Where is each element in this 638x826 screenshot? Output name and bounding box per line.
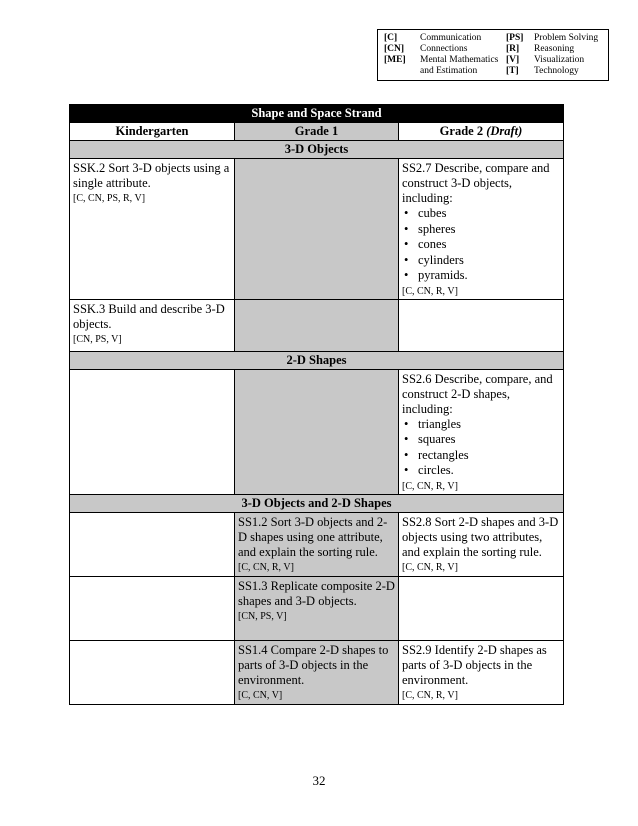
page-number: 32 [312, 773, 326, 788]
empty-cell [399, 299, 564, 351]
outcome-text: SS2.8 Sort 2-D shapes and 3-D objects using two attributes, and explain the sorting rule. [402, 514, 559, 559]
header-kindergarten: Kindergarten [70, 123, 235, 141]
outcome-text: SS2.9 Identify 2-D shapes as parts of 3-D objects in the environment. [402, 642, 547, 687]
legend-code: [V] [506, 55, 520, 65]
legend-row [384, 55, 598, 66]
header-grade-1: Grade 1 [235, 123, 399, 141]
outcome-row [70, 369, 564, 494]
section-3d-and-2d: 3-D Objects and 2-D Shapes [70, 494, 564, 512]
header-grade-2-note: (Draft) [486, 124, 523, 138]
outcome-cell [399, 640, 564, 704]
legend-desc: Reasoning [534, 44, 575, 54]
list-item: • spheres [402, 222, 560, 238]
section-3d-objects: 3-D Objects [70, 141, 564, 159]
legend-code: [ME] [384, 55, 406, 65]
empty-cell [235, 299, 399, 351]
outcome-cell [70, 159, 235, 300]
outcome-row [70, 640, 564, 704]
legend-desc: Mental Mathematics [420, 55, 499, 65]
outcome-indicators: [C, CN, R, V] [238, 561, 294, 573]
section-row [70, 351, 564, 369]
outcome-row [70, 576, 564, 640]
empty-cell [70, 640, 235, 704]
list-item: • squares [402, 432, 560, 448]
legend-row [384, 66, 598, 77]
outcome-row [70, 512, 564, 576]
outcome-cell [235, 640, 399, 704]
header-grade-2 [399, 123, 564, 141]
processes-legend [377, 29, 609, 81]
legend-code: [CN] [384, 44, 405, 54]
outcome-indicators: [C, CN, PS, R, V] [73, 193, 146, 204]
strand-title-row [70, 105, 564, 123]
legend-table [384, 33, 598, 77]
outcome-cell [399, 369, 564, 494]
outcome-list [402, 417, 560, 479]
outcome-indicators: [CN, PS, V] [73, 333, 122, 345]
outcome-text: SS1.2 Sort 3-D objects and 2-D shapes using one attribute, and explain the sorting rule. [238, 514, 388, 559]
outcome-text: SS1.3 Replicate composite 2-D shapes and 3-D objects. [238, 578, 395, 608]
list-item: • circles. [402, 463, 560, 479]
section-2d-shapes: 2-D Shapes [70, 351, 564, 369]
outcome-row [70, 159, 564, 300]
outcome-cell [399, 159, 564, 300]
outcome-text: SSK.2 Sort 3-D objects using a single attribute. [73, 161, 230, 190]
empty-cell [399, 576, 564, 640]
grade-header-row [70, 123, 564, 141]
header-grade-2-label: Grade 2 [439, 124, 484, 138]
outcome-indicators: [CN, PS, V] [238, 610, 287, 622]
outcome-indicators: [C, CN, R, V] [402, 689, 458, 701]
outcome-indicators: [C, CN, R, V] [402, 480, 458, 492]
outcome-text: SS2.6 Describe, compare, and construct 2-D shapes, including: [402, 371, 553, 416]
legend-desc: Communication [420, 33, 482, 43]
empty-cell [70, 369, 235, 494]
empty-cell [235, 159, 399, 300]
list-item: • cubes [402, 206, 560, 222]
outcomes-table [69, 104, 564, 705]
outcome-cell [235, 576, 399, 640]
legend-code [384, 66, 420, 77]
outcome-text: SSK.3 Build and describe 3-D objects. [73, 301, 225, 331]
list-item: • rectangles [402, 448, 560, 464]
empty-cell [70, 512, 235, 576]
list-item: • cylinders [402, 253, 560, 269]
empty-cell [235, 369, 399, 494]
legend-code: [T] [506, 66, 519, 76]
list-item: • cones [402, 237, 560, 253]
legend-code: [R] [506, 44, 520, 54]
section-row [70, 494, 564, 512]
outcome-cell [235, 512, 399, 576]
outcome-indicators: [C, CN, R, V] [402, 561, 458, 573]
legend-code: [C] [384, 33, 398, 43]
legend-row [384, 33, 598, 44]
strand-title: Shape and Space Strand [70, 105, 564, 123]
outcome-cell [399, 512, 564, 576]
list-item: • pyramids. [402, 268, 560, 284]
legend-desc: Visualization [534, 55, 585, 65]
section-row [70, 141, 564, 159]
outcome-text: SS2.7 Describe, compare and construct 3-D objects, including: [402, 161, 550, 205]
legend-desc: and Estimation [420, 66, 478, 76]
empty-cell [70, 576, 235, 640]
legend-desc: Connections [420, 44, 468, 54]
legend-desc: Technology [534, 66, 579, 76]
outcome-row [70, 299, 564, 351]
outcome-indicators: [C, CN, R, V] [402, 285, 458, 297]
list-item: • triangles [402, 417, 560, 433]
legend-code: [PS] [506, 33, 524, 43]
legend-desc: Problem Solving [534, 33, 599, 43]
outcome-text: SS1.4 Compare 2-D shapes to parts of 3-D objects in the environment. [238, 642, 389, 687]
outcome-indicators: [C, CN, V] [238, 689, 283, 701]
outcome-list [402, 206, 560, 284]
legend-row [384, 44, 598, 55]
outcome-cell [70, 299, 235, 351]
